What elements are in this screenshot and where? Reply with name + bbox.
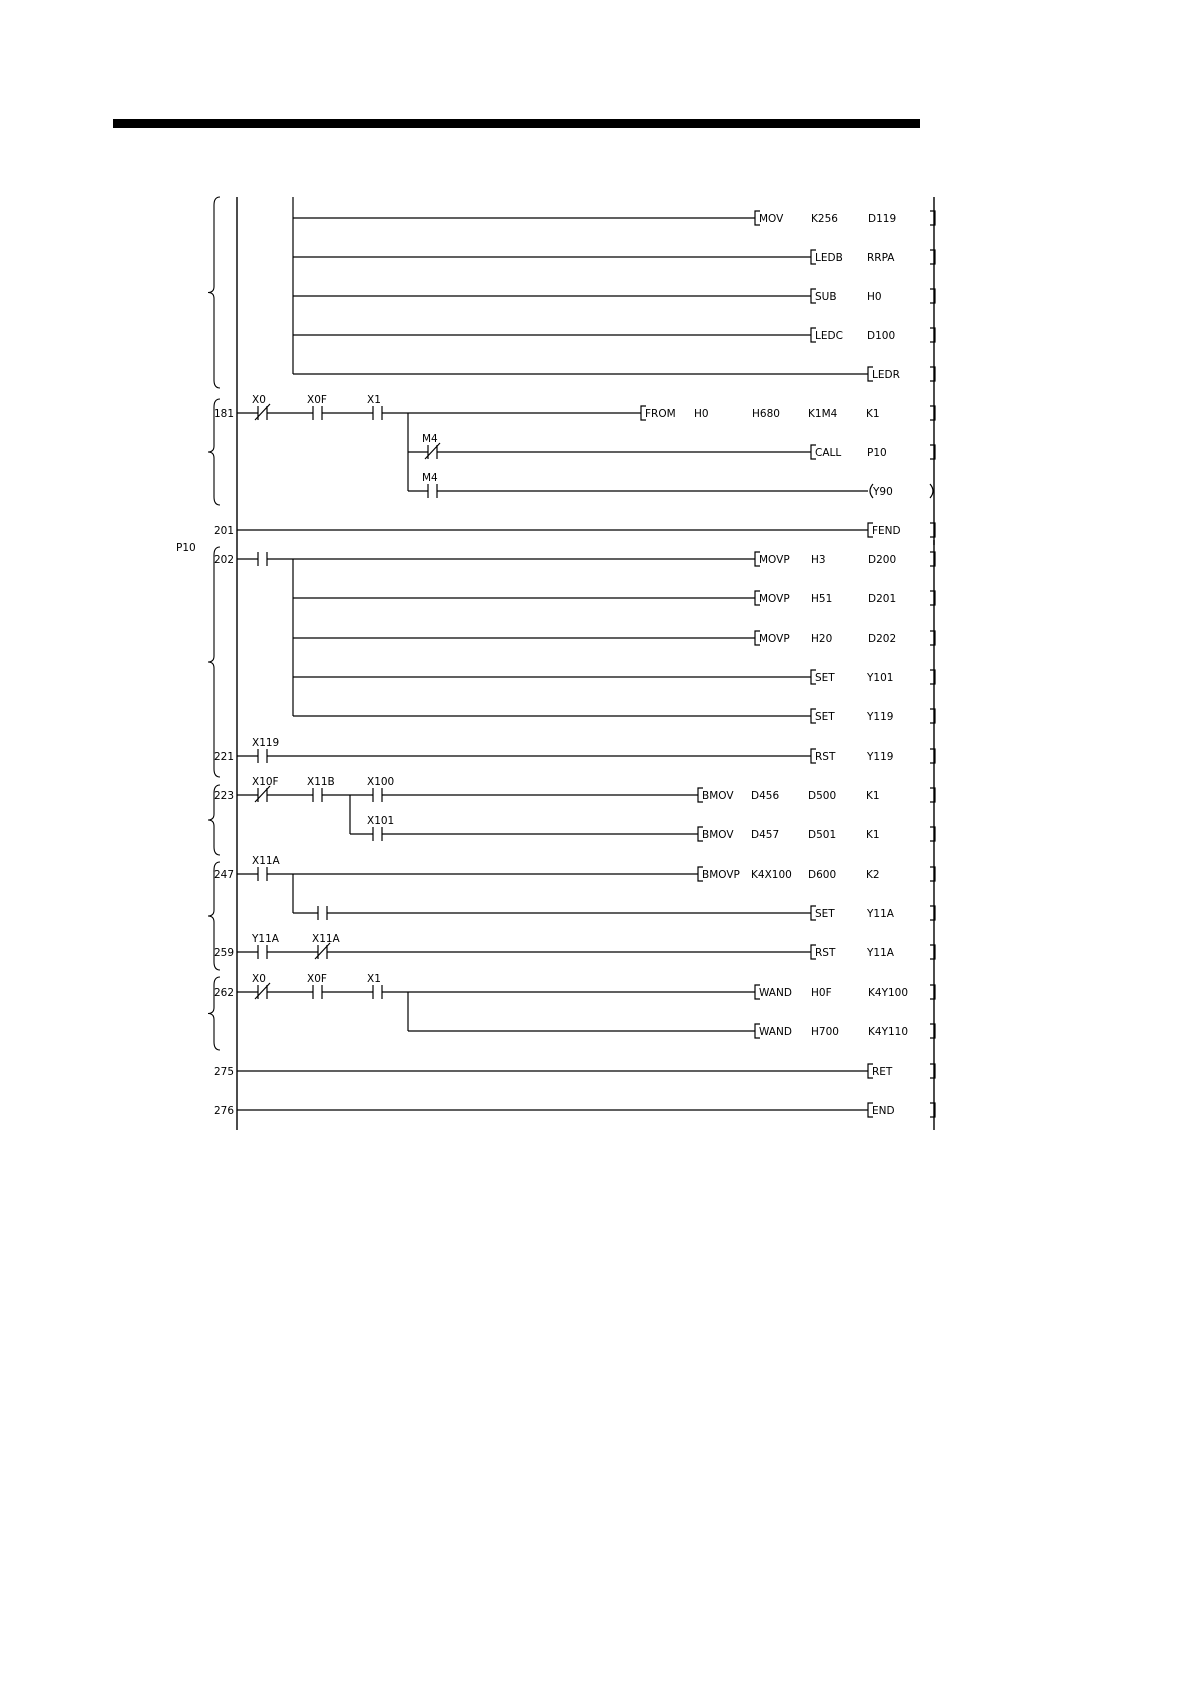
instr-arg: D600 [808, 869, 837, 881]
coil-right [930, 484, 933, 498]
contact-nc-slash [255, 786, 270, 802]
instr-op: END [872, 1105, 895, 1117]
step-number: 223 [214, 790, 235, 802]
instr-arg: K1M4 [808, 408, 838, 420]
instr-op: SUB [815, 291, 837, 303]
step-number: 276 [214, 1105, 235, 1117]
contact-label: X11B [307, 776, 335, 788]
instr-arg: K1 [866, 829, 880, 841]
contact-nc-slash [255, 404, 270, 420]
instr-arg: H680 [752, 408, 780, 420]
instr-arg: D500 [808, 790, 837, 802]
contact-label: X0F [307, 973, 327, 985]
contact-label: X1 [367, 394, 381, 406]
contact-label: X119 [252, 737, 280, 749]
step-number: 221 [214, 751, 235, 763]
coil-label: Y90 [873, 486, 893, 498]
instr-arg: Y11A [867, 947, 894, 959]
instr-arg: Y11A [867, 908, 894, 920]
instr-op: WAND [759, 987, 792, 999]
instr-arg: D202 [868, 633, 897, 645]
instr-arg: H3 [811, 554, 826, 566]
contact-nc-slash [425, 443, 440, 459]
instr-arg: K4X100 [751, 869, 792, 881]
step-number: 262 [214, 987, 235, 999]
instr-op: BMOVP [702, 869, 740, 881]
instr-op: FEND [872, 525, 901, 537]
instr-arg: P10 [867, 447, 887, 459]
contact-label: X11A [312, 933, 340, 945]
instr-arg: H51 [811, 593, 833, 605]
instr-arg: Y101 [867, 672, 894, 684]
step-number: 181 [214, 408, 235, 420]
instr-arg: D457 [751, 829, 780, 841]
contact-nc-slash [315, 943, 330, 959]
instr-op: SET [815, 672, 835, 684]
instr-arg: H0 [694, 408, 709, 420]
instr-op: MOVP [759, 554, 790, 566]
step-number: 247 [214, 869, 235, 881]
instr-arg: D501 [808, 829, 837, 841]
contact-label: X0 [252, 973, 266, 985]
instr-op: BMOV [702, 790, 734, 802]
contact-label: Y11A [252, 933, 279, 945]
instr-arg: K1 [866, 408, 880, 420]
instr-arg: K4Y110 [868, 1026, 909, 1038]
header-rule [113, 119, 920, 128]
instr-arg: K1 [866, 790, 880, 802]
instr-op: BMOV [702, 829, 734, 841]
instr-arg: H0 [867, 291, 882, 303]
group-brace [208, 547, 220, 777]
instr-arg: Y119 [867, 711, 894, 723]
contact-nc-slash [255, 983, 270, 999]
instr-op: MOVP [759, 633, 790, 645]
instr-arg: D119 [868, 213, 897, 225]
instr-op: FROM [645, 408, 676, 420]
step-number: 201 [214, 525, 235, 537]
group-brace [208, 197, 220, 388]
instr-op: WAND [759, 1026, 792, 1038]
contact-label: M4 [422, 433, 438, 445]
instr-arg: H700 [811, 1026, 839, 1038]
instr-arg: D200 [868, 554, 897, 566]
contact-label: X0F [307, 394, 327, 406]
step-number: 202 [214, 554, 235, 566]
instr-arg: D201 [868, 593, 897, 605]
instr-op: RST [815, 751, 836, 763]
instr-arg: Y119 [867, 751, 894, 763]
instr-arg: RRPA [867, 252, 895, 264]
instr-op: LEDB [815, 252, 843, 264]
step-number: 259 [214, 947, 235, 959]
contact-label: X101 [367, 815, 395, 827]
instr-op: MOVP [759, 593, 790, 605]
instr-op: MOV [759, 213, 784, 225]
instr-op: CALL [815, 447, 842, 459]
contact-label: X0 [252, 394, 266, 406]
instr-arg: D456 [751, 790, 780, 802]
instr-op: SET [815, 908, 835, 920]
instr-op: SET [815, 711, 835, 723]
instr-arg: H0F [811, 987, 832, 999]
instr-arg: H20 [811, 633, 833, 645]
instr-arg: K4Y100 [868, 987, 909, 999]
contact-label: X10F [252, 776, 279, 788]
contact-label: M4 [422, 472, 438, 484]
pointer-label: P10 [176, 542, 196, 554]
instr-op: LEDC [815, 330, 843, 342]
instr-op: RET [872, 1066, 893, 1078]
contact-label: X11A [252, 855, 280, 867]
instr-arg: D100 [867, 330, 896, 342]
step-number: 275 [214, 1066, 235, 1078]
instr-arg: K256 [811, 213, 838, 225]
instr-op: LEDR [872, 369, 900, 381]
instr-arg: K2 [866, 869, 880, 881]
contact-label: X100 [367, 776, 395, 788]
contact-label: X1 [367, 973, 381, 985]
instr-op: RST [815, 947, 836, 959]
